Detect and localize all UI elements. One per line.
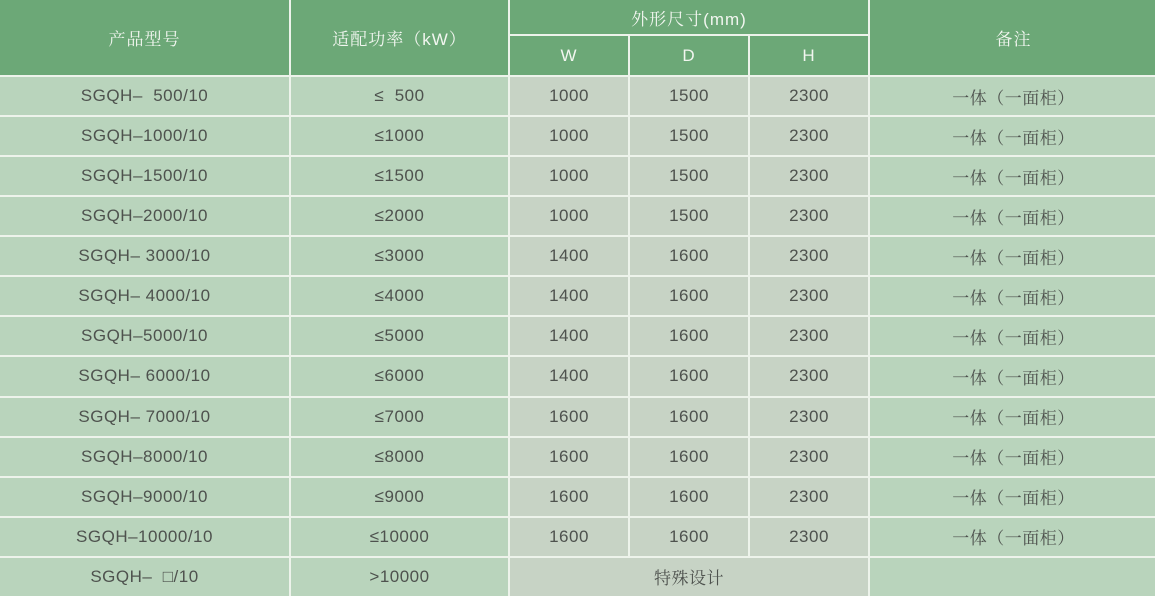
table-row [0, 116, 1155, 156]
cell-model: SGQH– 7000/10 [0, 397, 290, 437]
cell-dim-d: 1600 [629, 477, 749, 517]
cell-special-design: 特殊设计 [509, 557, 869, 596]
cell-dim-w: 1600 [509, 437, 629, 477]
table-row [0, 76, 1155, 116]
table-row [0, 156, 1155, 196]
cell-power: ≤1500 [290, 156, 509, 196]
cell-model: SGQH–8000/10 [0, 437, 290, 477]
cell-dim-d: 1600 [629, 437, 749, 477]
cell-power: ≤8000 [290, 437, 509, 477]
header-dim-d: D [629, 35, 749, 76]
cell-remark: 一体（一面柜） [869, 76, 1155, 116]
cell-model: SGQH–5000/10 [0, 316, 290, 356]
cell-dim-h: 2300 [749, 276, 869, 316]
cell-model: SGQH–1000/10 [0, 116, 290, 156]
cell-dim-w: 1400 [509, 356, 629, 396]
cell-dim-h: 2300 [749, 437, 869, 477]
cell-dim-w: 1000 [509, 196, 629, 236]
cell-dim-h: 2300 [749, 477, 869, 517]
cell-dim-h: 2300 [749, 156, 869, 196]
cell-remark: 一体（一面柜） [869, 517, 1155, 557]
table-row [0, 196, 1155, 236]
cell-dim-w: 1600 [509, 477, 629, 517]
cell-dim-w: 1400 [509, 236, 629, 276]
header-remark: 备注 [869, 0, 1155, 76]
cell-dim-h: 2300 [749, 236, 869, 276]
cell-dim-d: 1600 [629, 517, 749, 557]
table-row [0, 517, 1155, 557]
cell-power: ≤ 500 [290, 76, 509, 116]
cell-dim-w: 1000 [509, 156, 629, 196]
cell-dim-w: 1400 [509, 316, 629, 356]
cell-dim-d: 1600 [629, 276, 749, 316]
cell-dim-h: 2300 [749, 397, 869, 437]
cell-dim-h: 2300 [749, 116, 869, 156]
cell-model: SGQH– 4000/10 [0, 276, 290, 316]
table-row [0, 316, 1155, 356]
cell-model: SGQH– 3000/10 [0, 236, 290, 276]
cell-dim-w: 1000 [509, 116, 629, 156]
header-product-model: 产品型号 [0, 0, 290, 76]
cell-power: >10000 [290, 557, 509, 596]
cell-remark: 一体（一面柜） [869, 116, 1155, 156]
cell-model: SGQH–1500/10 [0, 156, 290, 196]
cell-dim-h: 2300 [749, 76, 869, 116]
cell-dim-d: 1500 [629, 156, 749, 196]
cell-dim-d: 1500 [629, 76, 749, 116]
table-row [0, 356, 1155, 396]
cell-remark: 一体（一面柜） [869, 276, 1155, 316]
header-power: 适配功率（kW） [290, 0, 509, 76]
cell-dim-d: 1600 [629, 316, 749, 356]
table-row [0, 236, 1155, 276]
table-header [0, 0, 1155, 76]
cell-power: ≤7000 [290, 397, 509, 437]
cell-remark: 一体（一面柜） [869, 236, 1155, 276]
cell-remark: 一体（一面柜） [869, 397, 1155, 437]
cell-model: SGQH–2000/10 [0, 196, 290, 236]
cell-power: ≤3000 [290, 236, 509, 276]
cell-dim-d: 1600 [629, 397, 749, 437]
header-dimensions-group: 外形尺寸(mm) [509, 0, 869, 35]
table-row [0, 437, 1155, 477]
table-body [0, 76, 1155, 596]
cell-remark [869, 557, 1155, 596]
cell-dim-d: 1500 [629, 116, 749, 156]
cell-dim-h: 2300 [749, 196, 869, 236]
cell-model: SGQH– 500/10 [0, 76, 290, 116]
cell-power: ≤9000 [290, 477, 509, 517]
cell-dim-w: 1600 [509, 517, 629, 557]
header-dim-h: H [749, 35, 869, 76]
cell-remark: 一体（一面柜） [869, 356, 1155, 396]
cell-model: SGQH–10000/10 [0, 517, 290, 557]
cell-model: SGQH–9000/10 [0, 477, 290, 517]
cell-dim-h: 2300 [749, 356, 869, 396]
cell-power: ≤1000 [290, 116, 509, 156]
cell-dim-d: 1600 [629, 356, 749, 396]
cell-remark: 一体（一面柜） [869, 156, 1155, 196]
cell-dim-h: 2300 [749, 517, 869, 557]
cell-power: ≤5000 [290, 316, 509, 356]
cell-dim-d: 1500 [629, 196, 749, 236]
cell-remark: 一体（一面柜） [869, 316, 1155, 356]
cell-power: ≤6000 [290, 356, 509, 396]
cell-dim-w: 1000 [509, 76, 629, 116]
cell-power: ≤2000 [290, 196, 509, 236]
table-row [0, 276, 1155, 316]
cell-dim-d: 1600 [629, 236, 749, 276]
header-row-top [0, 0, 1155, 35]
table-row [0, 477, 1155, 517]
cell-model: SGQH– □/10 [0, 557, 290, 596]
table-row [0, 557, 1155, 596]
cell-power: ≤10000 [290, 517, 509, 557]
cell-power: ≤4000 [290, 276, 509, 316]
cell-remark: 一体（一面柜） [869, 437, 1155, 477]
cell-dim-w: 1400 [509, 276, 629, 316]
table-row [0, 397, 1155, 437]
cell-model: SGQH– 6000/10 [0, 356, 290, 396]
cell-dim-h: 2300 [749, 316, 869, 356]
cell-remark: 一体（一面柜） [869, 477, 1155, 517]
header-dim-w: W [509, 35, 629, 76]
cell-dim-w: 1600 [509, 397, 629, 437]
cell-remark: 一体（一面柜） [869, 196, 1155, 236]
